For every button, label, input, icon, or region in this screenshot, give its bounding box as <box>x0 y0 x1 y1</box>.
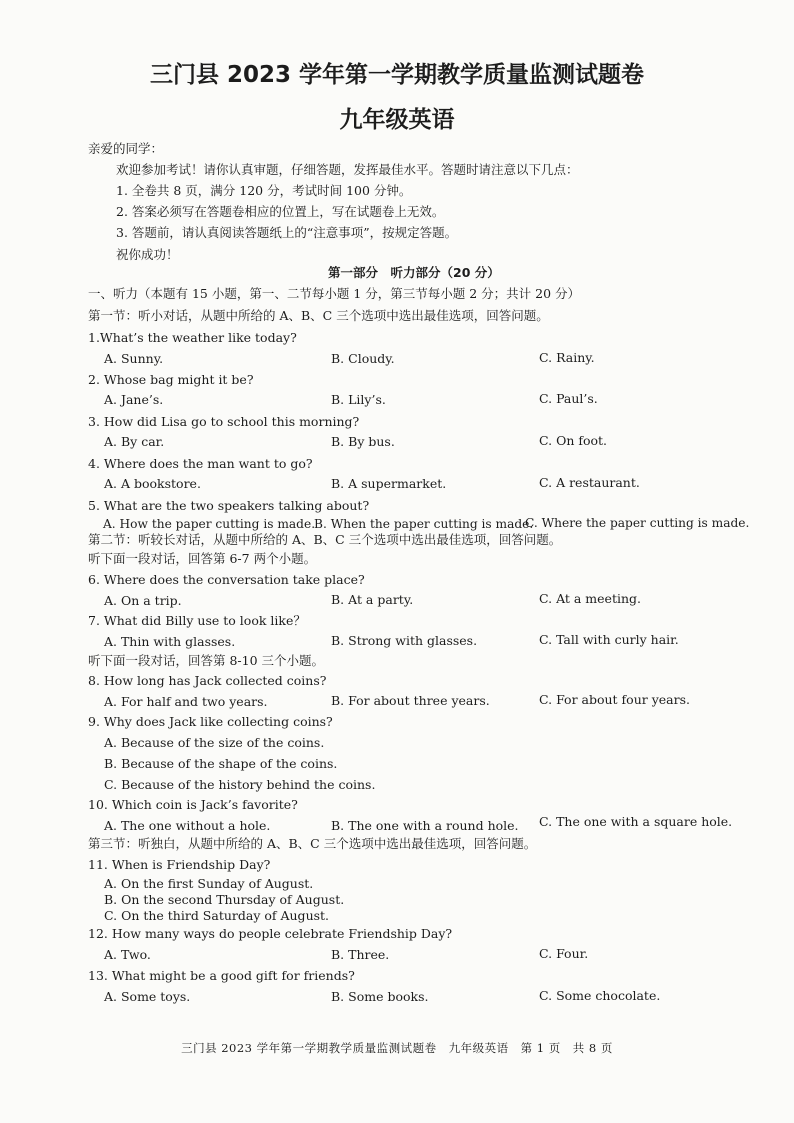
question-8: 8. How long has Jack collected coins? <box>88 673 327 688</box>
q6-option-a: A. On a trip. <box>104 593 182 608</box>
q2-option-b: B. Lily’s. <box>331 392 386 407</box>
q8-option-c: C. For about four years. <box>539 692 690 707</box>
q8-option-a: A. For half and two years. <box>104 694 268 709</box>
q6-option-b: B. At a party. <box>331 592 414 607</box>
question-1: 1.What’s the weather like today? <box>88 330 297 345</box>
question-7: 7. What did Billy use to look like？ <box>88 613 306 628</box>
greeting: 亲爱的同学： <box>88 141 164 156</box>
exam-title: 三门县 2023 学年第一学期教学质量监测试题卷 <box>149 62 645 88</box>
q10-option-a: A. The one without a hole. <box>104 818 271 833</box>
q3-option-a: A. By car. <box>104 434 165 449</box>
q12-option-c: C. Four. <box>539 946 589 961</box>
question-3: 3. How did Lisa go to school this morning? <box>88 414 360 429</box>
q11-option-b: B. On the second Thursday of August. <box>104 892 345 907</box>
question-13: 13. What might be a good gift for friends? <box>88 968 355 983</box>
q9-option-a: A. Because of the size of the coins. <box>104 735 325 750</box>
section-title: 一、听力（本题有 15 小题，第一、二节每小题 1 分，第三节每小题 2 分；共计 20 分） <box>88 286 581 301</box>
dialogue-note-6-7: 听下面一段对话，回答第 6-7 两个小题。 <box>88 551 317 566</box>
question-11: 11. When is Friendship Day? <box>88 857 271 872</box>
q7-option-c: C. Tall with curly hair. <box>539 632 679 647</box>
welcome-text: 欢迎参加考试！请你认真审题，仔细答题，发挥最佳水平。答题时请注意以下几点： <box>116 162 579 177</box>
note-1: 1. 全卷共 8 页，满分 120 分，考试时间 100 分钟。 <box>116 183 412 198</box>
q1-option-a: A. Sunny. <box>104 351 164 366</box>
q4-option-c: C. A restaurant. <box>539 475 640 490</box>
q13-option-a: A. Some toys. <box>104 989 191 1004</box>
question-4: 4. Where does the man want to go? <box>88 456 313 471</box>
q3-option-c: C. On foot. <box>539 433 608 448</box>
q7-option-a: A. Thin with glasses. <box>104 634 236 649</box>
part1-heading: 第一部分 听力部分（20 分） <box>328 265 500 280</box>
q10-option-b: B. The one with a round hole. <box>331 818 519 833</box>
exam-subject: 九年级英语 <box>339 107 455 133</box>
q12-option-b: B. Three. <box>331 947 390 962</box>
q10-option-c: C. The one with a square hole. <box>539 814 733 829</box>
q7-option-b: B. Strong with glasses. <box>331 633 478 648</box>
question-12: 12. How many ways do people celebrate Friendship Day? <box>88 926 453 941</box>
q13-option-b: B. Some books. <box>331 989 429 1004</box>
question-10: 10. Which coin is Jack’s favorite? <box>88 797 298 812</box>
q8-option-b: B. For about three years. <box>331 693 490 708</box>
note-2: 2. 答案必须写在答题卷相应的位置上，写在试题卷上无效。 <box>116 204 445 219</box>
q5-option-b: B. When the paper cutting is made. <box>314 517 534 531</box>
question-5: 5. What are the two speakers talking about? <box>88 498 370 513</box>
wish-text: 祝你成功！ <box>116 247 179 262</box>
q11-option-c: C. On the third Saturday of August. <box>104 908 330 923</box>
q12-option-a: A. Two. <box>104 947 151 962</box>
question-9: 9. Why does Jack like collecting coins? <box>88 714 333 729</box>
q6-option-c: C. At a meeting. <box>539 591 641 606</box>
sub-instruction-2: 第二节：听较长对话，从题中所给的 A、B、C 三个选项中选出最佳选项，回答问题。 <box>88 532 562 547</box>
question-2: 2. Whose bag might it be? <box>88 372 254 387</box>
q1-option-b: B. Cloudy. <box>331 351 395 366</box>
q5-option-c: C. Where the paper cutting is made. <box>525 516 750 530</box>
q4-option-a: A. A bookstore. <box>104 476 201 491</box>
q11-option-a: A. On the first Sunday of August. <box>104 876 314 891</box>
note-3: 3. 答题前，请认真阅读答题纸上的“注意事项”，按规定答题。 <box>116 225 458 240</box>
sub-instruction-3: 第三节：听独白，从题中所给的 A、B、C 三个选项中选出最佳选项，回答问题。 <box>88 836 537 851</box>
q2-option-c: C. Paul’s. <box>539 391 598 406</box>
q4-option-b: B. A supermarket. <box>331 476 447 491</box>
q9-option-b: B. Because of the shape of the coins. <box>104 756 338 771</box>
q9-option-c: C. Because of the history behind the coins. <box>104 777 376 792</box>
q13-option-c: C. Some chocolate. <box>539 988 661 1003</box>
q5-option-a: A. How the paper cutting is made. <box>103 517 316 531</box>
q2-option-a: A. Jane’s. <box>104 392 164 407</box>
q3-option-b: B. By bus. <box>331 434 395 449</box>
dialogue-note-8-10: 听下面一段对话，回答第 8-10 三个小题。 <box>88 653 325 668</box>
q1-option-c: C. Rainy. <box>539 350 595 365</box>
sub-instruction-1: 第一节：听小对话，从题中所给的 A、B、C 三个选项中选出最佳选项，回答问题。 <box>88 308 549 323</box>
question-6: 6. Where does the conversation take place? <box>88 572 365 587</box>
page-footer: 三门县 2023 学年第一学期教学质量监测试题卷 九年级英语 第 1 页 共 8 页 <box>181 1041 613 1055</box>
